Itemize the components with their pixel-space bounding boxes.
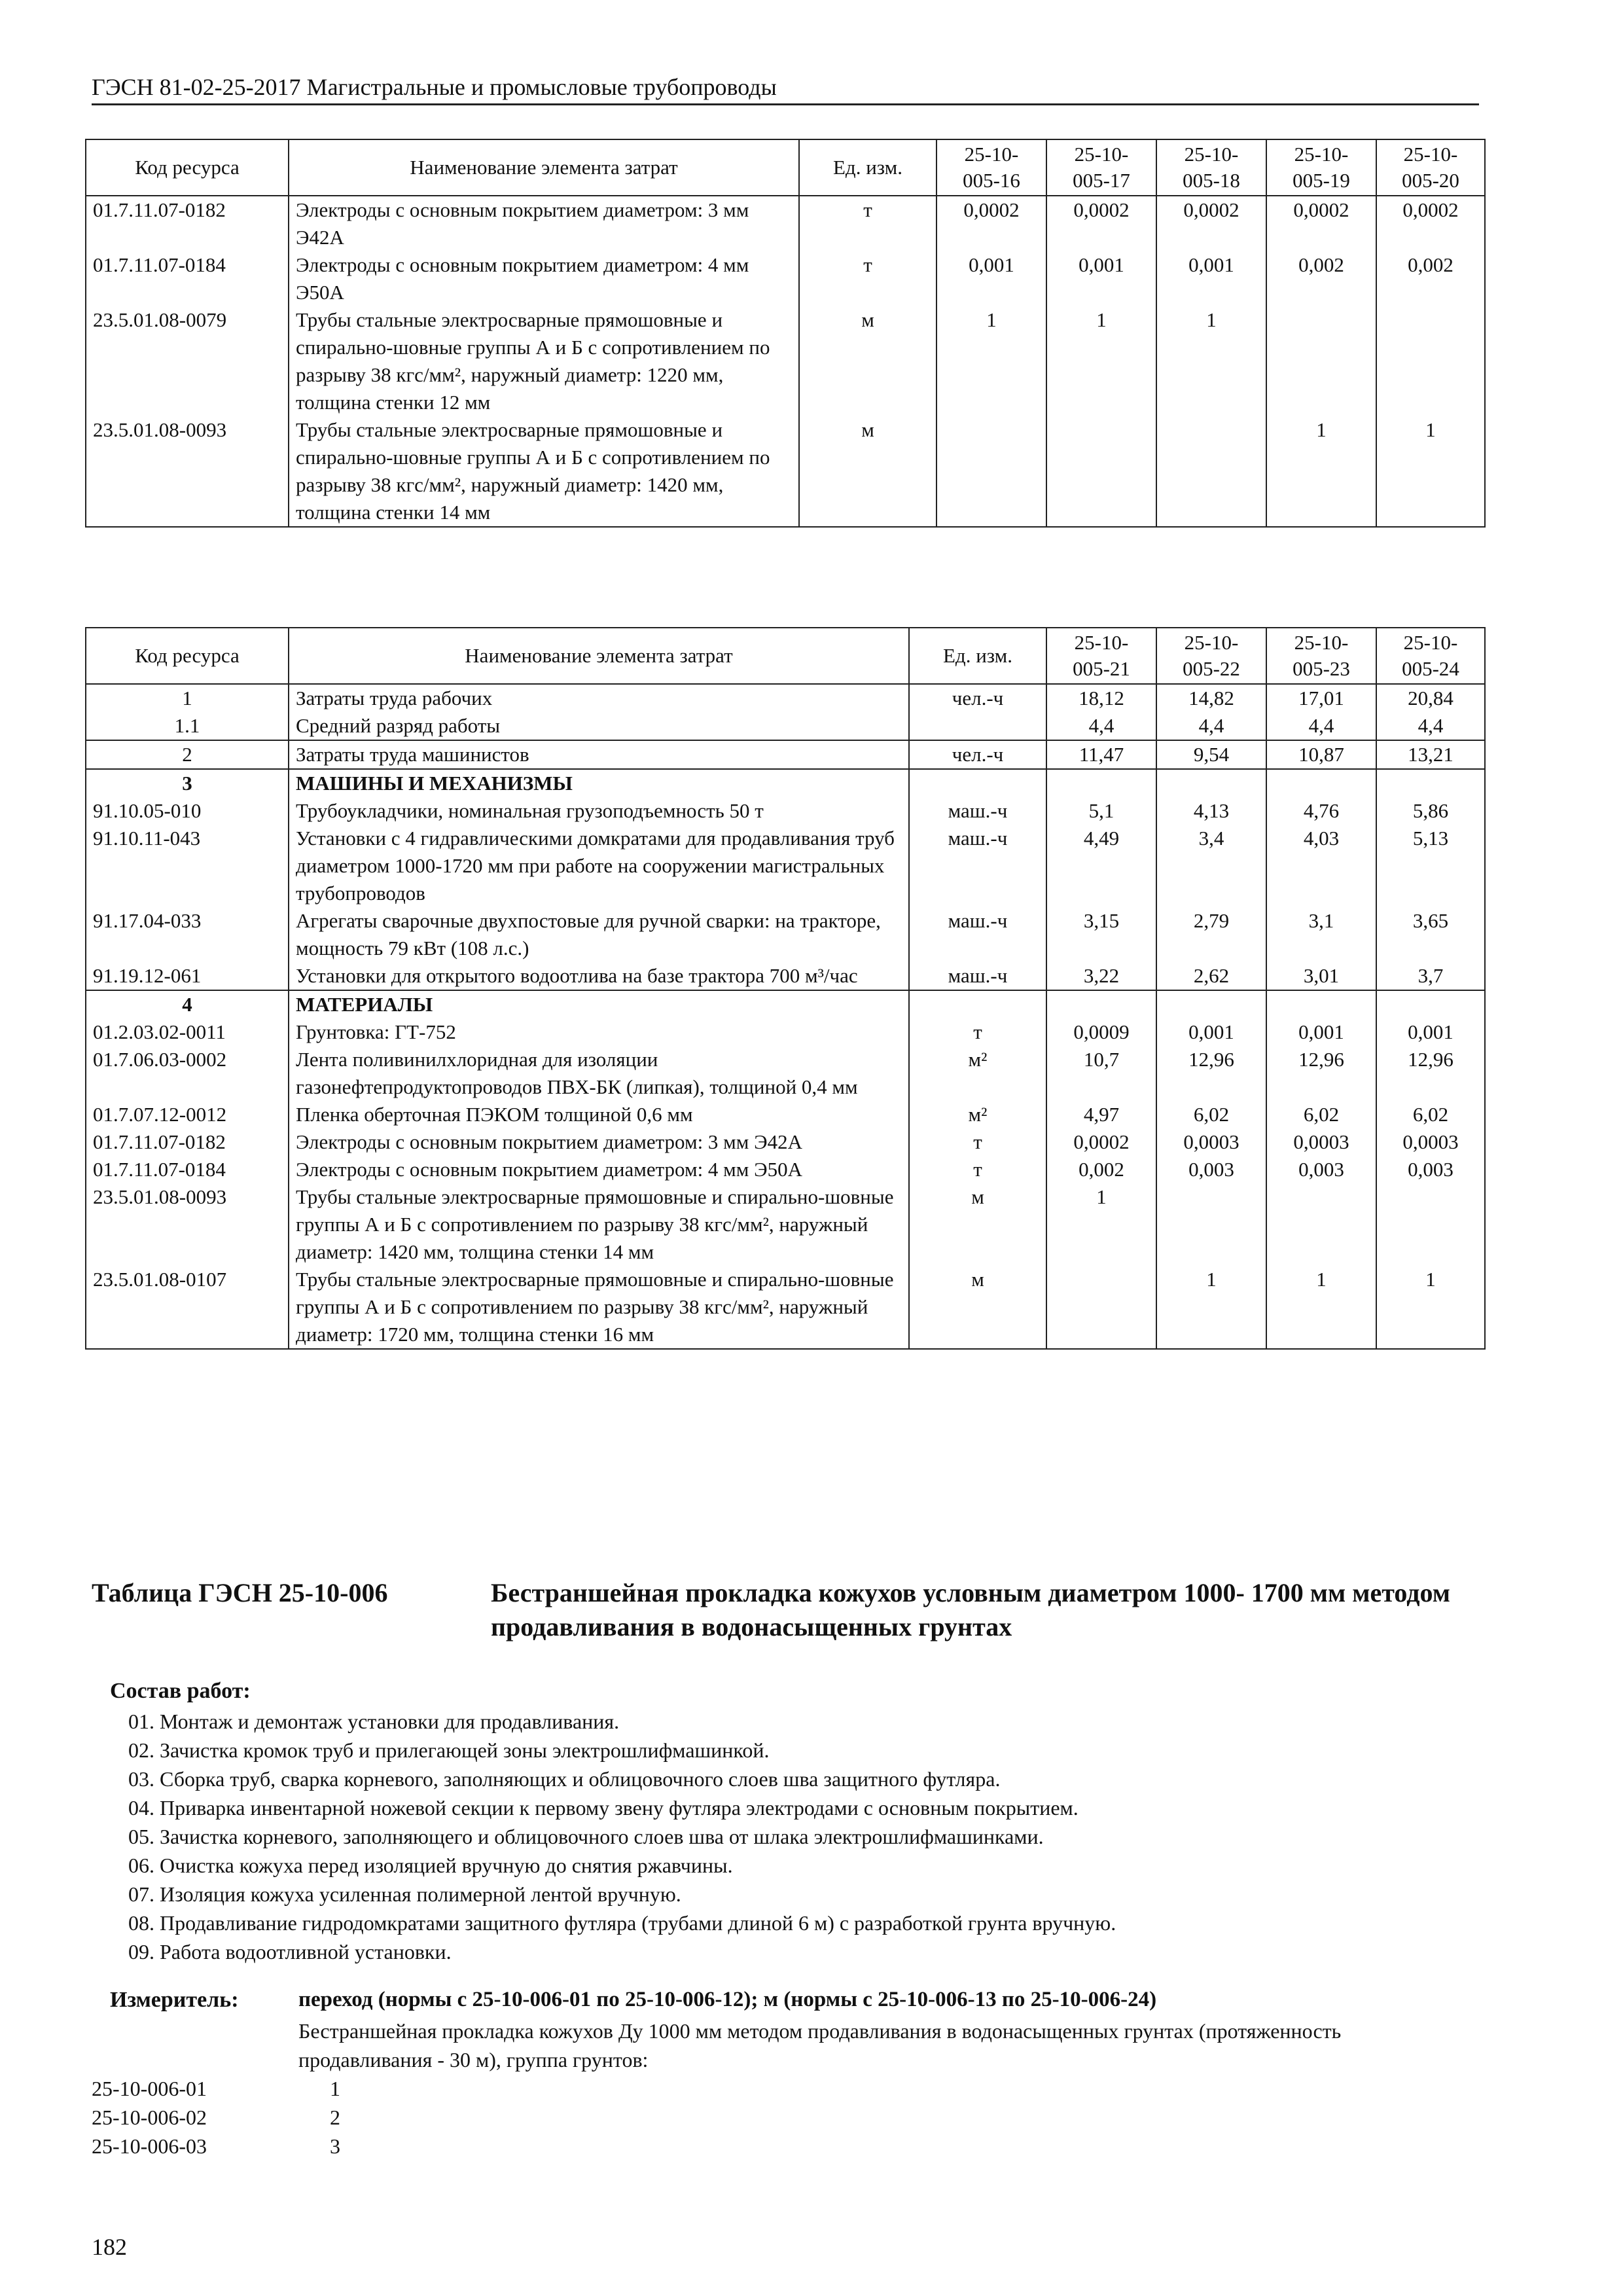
resource-code: 23.5.01.08-0093 [86, 1183, 289, 1266]
norm-value: 0,0003 [1156, 1128, 1266, 1156]
norm-value: 0,003 [1376, 1156, 1485, 1183]
resource-unit: м [909, 1266, 1046, 1349]
works-list [128, 1707, 1116, 1966]
norm-value: 0,0002 [1046, 1128, 1156, 1156]
norm-value: 0,0003 [1376, 1128, 1485, 1156]
norm-value: 12,96 [1156, 1046, 1266, 1101]
norm-value: 0,001 [1266, 1018, 1376, 1046]
norm-value: 0,002 [1376, 251, 1485, 306]
norm-value: 9,54 [1156, 740, 1266, 769]
norm-value: 4,4 [1376, 712, 1485, 740]
norm-value: 3,65 [1376, 907, 1485, 962]
table-row [86, 740, 1485, 769]
resource-unit: м [799, 416, 936, 527]
resource-name: Электроды с основным покрытием диаметром: 3 мм Э42А [289, 1128, 909, 1156]
norm-value: 1 [1046, 1183, 1156, 1266]
table-row [86, 1128, 1485, 1156]
norm-value: 20,84 [1376, 684, 1485, 712]
norm-value: 1 [936, 306, 1046, 416]
section-title: МАШИНЫ И МЕХАНИЗМЫ [289, 769, 909, 797]
table-row [86, 1183, 1485, 1266]
section-row [86, 990, 1485, 1018]
norm-value: 0,001 [1046, 251, 1156, 306]
page-number: 182 [92, 2234, 127, 2260]
norm-value: 1 [1266, 416, 1376, 527]
resource-unit [909, 990, 1046, 1018]
resource-table-1 [85, 139, 1486, 528]
resource-table-2 [85, 627, 1486, 1350]
norm-value [1046, 1266, 1156, 1349]
norm-value: 3,01 [1266, 962, 1376, 990]
table-row [86, 962, 1485, 990]
col-header-code: Код ресурса [86, 628, 289, 684]
resource-code: 1.1 [86, 712, 289, 740]
norm-code: 25-10-006-01 [92, 2077, 207, 2100]
resource-unit: т [799, 196, 936, 251]
norm-value: 0,001 [936, 251, 1046, 306]
norm-value: 17,01 [1266, 684, 1376, 712]
resource-name: Установки с 4 гидравлическими домкратами для продавливания труб диаметром 1000-1720 мм при работе на сооружении магистральных трубопроводов [289, 825, 909, 907]
works-label: Состав работ: [110, 1679, 251, 1703]
resource-code: 91.17.04-033 [86, 907, 289, 962]
norm-value [1266, 1183, 1376, 1266]
resource-name: Электроды с основным покрытием диаметром: 4 мм Э50А [289, 251, 799, 306]
norm-value: 0,001 [1156, 251, 1266, 306]
norm-value [1156, 1183, 1266, 1266]
soil-group: 3 [330, 2134, 340, 2158]
col-header-norm: 25-10- 005-21 [1046, 628, 1156, 684]
norm-value: 3,15 [1046, 907, 1156, 962]
resource-name: Электроды с основным покрытием диаметром: 4 мм Э50А [289, 1156, 909, 1183]
norm-value [1156, 769, 1266, 797]
norm-value: 12,96 [1376, 1046, 1485, 1101]
resource-unit: маш.-ч [909, 797, 1046, 825]
norm-value: 4,03 [1266, 825, 1376, 907]
meter-value: переход (нормы с 25-10-006-01 по 25-10-006-12); м (нормы с 25-10-006-13 по 25-10-006-24) [298, 1988, 1157, 2011]
norm-value: 0,0002 [1156, 196, 1266, 251]
norm-value: 0,0002 [1046, 196, 1156, 251]
col-header-norm: 25-10- 005-16 [936, 139, 1046, 196]
col-header-norm: 25-10- 005-24 [1376, 628, 1485, 684]
resource-name: Установки для открытого водоотлива на базе трактора 700 м³/час [289, 962, 909, 990]
list-item [92, 2132, 353, 2161]
norm-value: 4,4 [1046, 712, 1156, 740]
resource-code: 91.19.12-061 [86, 962, 289, 990]
norm-value: 0,002 [1266, 251, 1376, 306]
norm-code: 25-10-006-02 [92, 2106, 207, 2129]
col-header-unit: Ед. изм. [799, 139, 936, 196]
norm-value: 0,002 [1046, 1156, 1156, 1183]
soil-group: 1 [330, 2077, 340, 2100]
norm-value: 1 [1376, 1266, 1485, 1349]
resource-code: 1 [86, 684, 289, 712]
resource-code: 23.5.01.08-0079 [86, 306, 289, 416]
col-header-code: Код ресурса [86, 139, 289, 196]
resource-code: 01.2.03.02-0011 [86, 1018, 289, 1046]
table-row [86, 196, 1485, 251]
norm-value: 6,02 [1376, 1101, 1485, 1128]
norm-value [936, 416, 1046, 527]
resource-code: 23.5.01.08-0093 [86, 416, 289, 527]
norm-value [1266, 990, 1376, 1018]
table-row [86, 825, 1485, 907]
norm-value: 10,7 [1046, 1046, 1156, 1101]
norm-value [1376, 1183, 1485, 1266]
resource-unit [909, 769, 1046, 797]
norm-codes-list [92, 2074, 353, 2161]
norm-value: 4,4 [1156, 712, 1266, 740]
list-item [92, 2074, 353, 2103]
col-header-name: Наименование элемента затрат [289, 139, 799, 196]
col-header-norm: 25-10- 005-23 [1266, 628, 1376, 684]
resource-code: 01.7.06.03-0002 [86, 1046, 289, 1101]
resource-name: Трубы стальные электросварные прямошовные и спирально-шовные группы А и Б с сопротивлением по разрыву 38 кгс/мм², наружный диаметр: 1420 мм, толщина стенки 14 мм [289, 1183, 909, 1266]
table-row [86, 712, 1485, 740]
resource-code: 01.7.07.12-0012 [86, 1101, 289, 1128]
resource-unit: чел.-ч [909, 684, 1046, 712]
resource-code: 91.10.05-010 [86, 797, 289, 825]
norm-value: 5,13 [1376, 825, 1485, 907]
table-row [86, 797, 1485, 825]
resource-unit: т [909, 1128, 1046, 1156]
resource-unit: м [799, 306, 936, 416]
resource-name: Трубы стальные электросварные прямошовные и спирально-шовные группы А и Б с сопротивлением по разрыву 38 кгс/мм², наружный диаметр: 1420 мм, толщина стенки 14 мм [289, 416, 799, 527]
norm-value: 1 [1046, 306, 1156, 416]
resource-unit [909, 712, 1046, 740]
col-header-norm: 25-10- 005-18 [1156, 139, 1266, 196]
norm-value [1376, 990, 1485, 1018]
table-row [86, 251, 1485, 306]
norm-value: 4,76 [1266, 797, 1376, 825]
norm-value: 1 [1266, 1266, 1376, 1349]
norm-value: 11,47 [1046, 740, 1156, 769]
resource-name: Затраты труда машинистов [289, 740, 909, 769]
table-row [86, 1266, 1485, 1349]
resource-name: Агрегаты сварочные двухпостовые для ручной сварки: на тракторе, мощность 79 кВт (108 л.с.) [289, 907, 909, 962]
table-row [86, 684, 1485, 712]
norm-value: 5,86 [1376, 797, 1485, 825]
table-header-row [86, 628, 1485, 684]
resource-name: Затраты труда рабочих [289, 684, 909, 712]
norm-code: 25-10-006-03 [92, 2134, 207, 2158]
page-header: ГЭСН 81-02-25-2017 Магистральные и промысловые трубопроводы [92, 73, 1479, 105]
norm-value: 2,62 [1156, 962, 1266, 990]
resource-unit: маш.-ч [909, 907, 1046, 962]
norm-value: 1 [1376, 416, 1485, 527]
list-item: 01. Монтаж и демонтаж установки для продавливания. [128, 1710, 620, 1733]
table-title: Бестраншейная прокладка кожухов условным диаметром 1000- 1700 мм методом продавливания в водонасыщенных грунтах [491, 1578, 1450, 1641]
col-header-norm: 25-10- 005-17 [1046, 139, 1156, 196]
resource-unit: м [909, 1183, 1046, 1266]
resource-name: Электроды с основным покрытием диаметром: 3 мм Э42А [289, 196, 799, 251]
soil-group: 2 [330, 2106, 340, 2129]
resource-unit: м² [909, 1046, 1046, 1101]
norm-value: 6,02 [1266, 1101, 1376, 1128]
col-header-norm: 25-10- 005-19 [1266, 139, 1376, 196]
norm-value: 6,02 [1156, 1101, 1266, 1128]
meter-description: Бестраншейная прокладка кожухов Ду 1000 мм методом продавливания в водонасыщенных грунтах (протяженность продавливания - 30 м), группа грунтов: [298, 2019, 1342, 2072]
norm-value: 0,001 [1156, 1018, 1266, 1046]
norm-value: 18,12 [1046, 684, 1156, 712]
resource-code: 01.7.11.07-0184 [86, 251, 289, 306]
norm-value [1266, 769, 1376, 797]
norm-value: 14,82 [1156, 684, 1266, 712]
resource-unit: т [909, 1018, 1046, 1046]
resource-unit: маш.-ч [909, 825, 1046, 907]
col-header-unit: Ед. изм. [909, 628, 1046, 684]
norm-value: 5,1 [1046, 797, 1156, 825]
norm-value: 4,49 [1046, 825, 1156, 907]
resource-code: 01.7.11.07-0182 [86, 1128, 289, 1156]
resource-name: Грунтовка: ГТ-752 [289, 1018, 909, 1046]
resource-name: Трубы стальные электросварные прямошовные и спирально-шовные группы А и Б с сопротивлением по разрыву 38 кгс/мм², наружный диаметр: 1720 мм, толщина стенки 16 мм [289, 1266, 909, 1349]
norm-value: 12,96 [1266, 1046, 1376, 1101]
meter-label: Измеритель: [110, 1988, 239, 2012]
norm-value: 3,1 [1266, 907, 1376, 962]
norm-value: 0,003 [1266, 1156, 1376, 1183]
list-item: 02. Зачистка кромок труб и прилегающей зоны электрошлифмашинкой. [128, 1738, 770, 1762]
table-row [86, 1046, 1485, 1101]
col-header-norm: 25-10- 005-20 [1376, 139, 1485, 196]
resource-name: Лента поливинилхлоридная для изоляции газонефтепродуктопроводов ПВХ-БК (липкая), толщиной 0,4 мм [289, 1046, 909, 1101]
norm-value [1266, 306, 1376, 416]
resource-code: 01.7.11.07-0182 [86, 196, 289, 251]
table-row [86, 1156, 1485, 1183]
norm-value [1156, 990, 1266, 1018]
norm-value: 0,0009 [1046, 1018, 1156, 1046]
table-row [86, 1018, 1485, 1046]
table-header-row [86, 139, 1485, 196]
list-item: 06. Очистка кожуха перед изоляцией вручную до снятия ржавчины. [128, 1854, 733, 1877]
resource-name: Пленка оберточная ПЭКОМ толщиной 0,6 мм [289, 1101, 909, 1128]
norm-value: 4,13 [1156, 797, 1266, 825]
norm-value: 0,0002 [1266, 196, 1376, 251]
list-item: 05. Зачистка корневого, заполняющего и облицовочного слоев шва от шлака электрошлифмашинками. [128, 1825, 1044, 1848]
norm-value [1376, 769, 1485, 797]
resource-code: 01.7.11.07-0184 [86, 1156, 289, 1183]
table-row [86, 907, 1485, 962]
section-row [86, 769, 1485, 797]
section-number: 4 [86, 990, 289, 1018]
norm-value: 0,0003 [1266, 1128, 1376, 1156]
resource-unit: т [909, 1156, 1046, 1183]
norm-value [1156, 416, 1266, 527]
resource-unit: чел.-ч [909, 740, 1046, 769]
resource-name: Трубы стальные электросварные прямошовные и спирально-шовные группы А и Б с сопротивлением по разрыву 38 кгс/мм², наружный диаметр: 1220 мм, толщина стенки 12 мм [289, 306, 799, 416]
resource-unit: маш.-ч [909, 962, 1046, 990]
list-item: 03. Сборка труб, сварка корневого, заполняющих и облицовочного слоев шва защитного футляра. [128, 1767, 1001, 1791]
norm-value: 4,97 [1046, 1101, 1156, 1128]
norm-value: 0,001 [1376, 1018, 1485, 1046]
table-number: Таблица ГЭСН 25-10-006 [92, 1578, 388, 1607]
list-item: 07. Изоляция кожуха усиленная полимерной лентой вручную. [128, 1882, 681, 1906]
resource-code: 91.10.11-043 [86, 825, 289, 907]
resource-name: Трубоукладчики, номинальная грузоподъемность 50 т [289, 797, 909, 825]
norm-value [1046, 416, 1156, 527]
resource-code: 23.5.01.08-0107 [86, 1266, 289, 1349]
norm-value: 10,87 [1266, 740, 1376, 769]
norm-value: 13,21 [1376, 740, 1485, 769]
list-item: 08. Продавливание гидродомкратами защитного футляра (трубами длиной 6 м) с разработкой грунта вручную. [128, 1911, 1116, 1935]
table-row [86, 416, 1485, 527]
col-header-name: Наименование элемента затрат [289, 628, 909, 684]
table-row [86, 306, 1485, 416]
resource-code: 2 [86, 740, 289, 769]
resource-unit: т [799, 251, 936, 306]
norm-value [1046, 769, 1156, 797]
norm-value: 0,0002 [936, 196, 1046, 251]
table-row [86, 1101, 1485, 1128]
norm-value: 2,79 [1156, 907, 1266, 962]
section-title: МАТЕРИАЛЫ [289, 990, 909, 1018]
list-item: 04. Приварка инвентарной ножевой секции к первому звену футляра электродами с основным покрытием. [128, 1796, 1079, 1820]
norm-value: 1 [1156, 306, 1266, 416]
norm-value: 4,4 [1266, 712, 1376, 740]
list-item: 09. Работа водоотливной установки. [128, 1940, 452, 1964]
norm-value [1376, 306, 1485, 416]
resource-name: Средний разряд работы [289, 712, 909, 740]
norm-value: 0,003 [1156, 1156, 1266, 1183]
section-number: 3 [86, 769, 289, 797]
list-item [92, 2103, 353, 2132]
norm-value [1046, 990, 1156, 1018]
norm-value: 3,4 [1156, 825, 1266, 907]
norm-value: 1 [1156, 1266, 1266, 1349]
col-header-norm: 25-10- 005-22 [1156, 628, 1266, 684]
norm-value: 3,22 [1046, 962, 1156, 990]
norm-value: 0,0002 [1376, 196, 1485, 251]
norm-value: 3,7 [1376, 962, 1485, 990]
resource-unit: м² [909, 1101, 1046, 1128]
